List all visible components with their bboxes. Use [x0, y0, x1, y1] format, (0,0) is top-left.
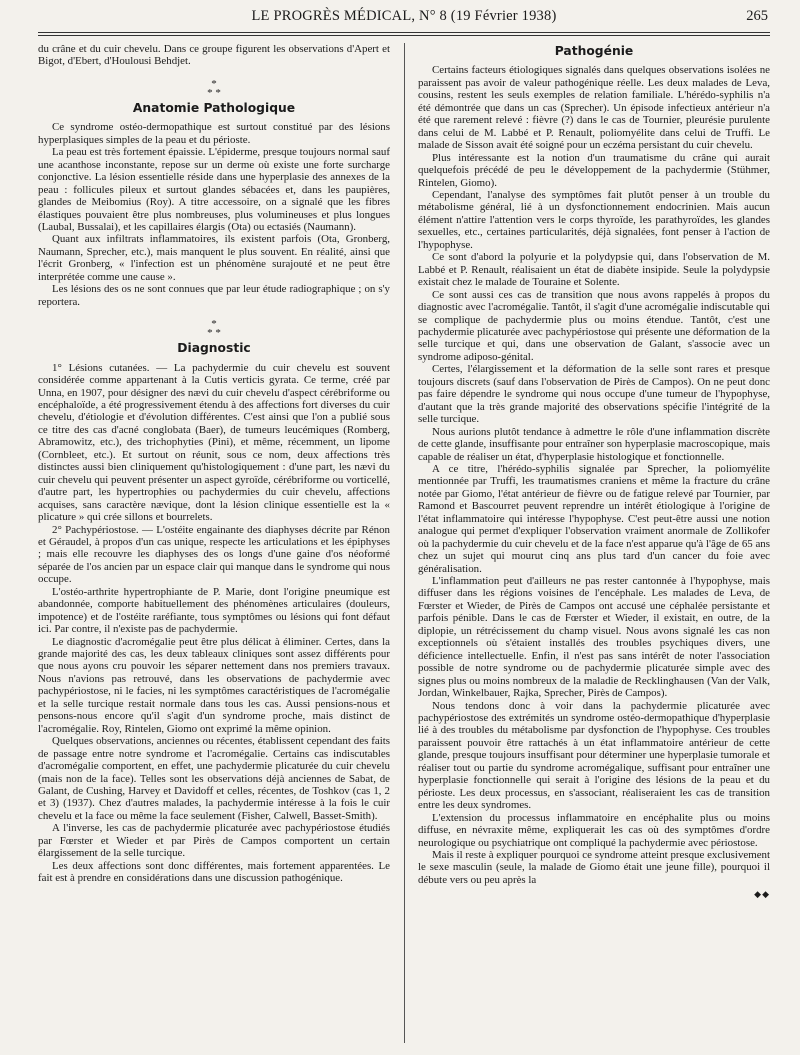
anatomie-paragraph-2: La peau est très fortement épaissie. L'épiderme, presque toujours normal sauf une acanthose inconstante, repose sur un derme où existe une forte surcharge conjonctive. La lésion essentielle réside dans une hyperplasie des annexes de la peau : follicules pileux et surtout glandes sébacées et, dans les paupières, glandes de Meibomius (Roy). A titre accessoire, on a signalé que les fibres élastiques pouvaient être plus nombreuses, plus volumineuses et plus longues (Laubal, Bussalai), et les capillaires élargis (Ota) ou ectasiés (Naumann).: [38, 146, 390, 233]
diagnostic-paragraph-7: Les deux affections sont donc différentes, mais fortement apparentées. Le fait est à prendre en considérations dans une discussion pathogénique.: [38, 859, 390, 885]
section-title-diagnostic: Diagnostic: [177, 341, 251, 356]
right-column: [418, 43, 770, 901]
pathogenie-paragraph-7: Nous aurions plutôt tendance à admettre le rôle d'une inflammation discrète de cette glande, insuffisante pour entraîner son hyperplasie macroscopique, mais capable de réaliser un état, d'hyperplasie histologique et fonctionnelle.: [418, 425, 770, 463]
continuation-mark: ◆◆: [754, 889, 770, 900]
section-title-anatomie: Anatomie Pathologique: [132, 100, 296, 115]
page-number: 265: [746, 8, 768, 24]
anatomie-paragraph-4: Les lésions des os ne sont connues que par leur étude radiographique ; on s'y reportera.: [38, 283, 390, 308]
diagnostic-paragraph-3: L'ostéo-arthrite hypertrophiante de P. Marie, dont l'origine pneumique est abandonnée, comporte habituellement des phénomènes articulaires (douleurs, impotence) et de l'ostéite raréfiante, tous symptômes ou lésions qui font défaut ici. Par contre, il n'existe pas de pachydermie.: [38, 585, 390, 636]
pathogenie-paragraph-11: L'extension du processus inflammatoire en encéphalite plus ou moins diffuse, en névraxite même, expliquerait les cas où des symptômes d'ordre neurologique ou psychiatrique ont compliqué la pachydermie avec périostose.: [418, 811, 770, 849]
left-column: [38, 43, 390, 885]
section-asterism: * * *: [207, 318, 221, 340]
pathogenie-paragraph-6: Certes, l'élargissement et la déformation de la selle sont rares et presque toujours discrets (sauf dans l'observation de Pirès de Campos). On ne peut donc pas faire dépendre le syndrome qui nous occupe d'une tumeur de l'hypophyse, d'autant que la très grande majorité des observations spécifie l'intégrité de la selle turcique.: [418, 363, 770, 426]
pathogenie-paragraph-8: A ce titre, l'hérédo-syphilis signalée par Sprecher, la poliomyélite mentionnée par Truffi, les traumatismes craniens et même la fracture du crâne notée par Giomo, l'état antérieur de fièvre ou de fatigue relevé par Tournier, par Ramond et Bascourret peuvent reprendre un intérêt étiologique à l'origine de l'état inflammatoire qui intéresse l'hypophyse. C'est peut-être aussi une notion analogue qui permet d'expliquer l'observation vraiment anormale de Zollikofer où la pachydermie du cuir chevelu et de la face n'est apparue qu'à l'âge de 65 ans chez un sujet qui mourut cinq ans plus tard d'un cancer du foie avec généralisation.: [418, 462, 770, 575]
column-divider: [404, 43, 405, 1043]
anatomie-paragraph-1: Ce syndrome ostéo-dermopathique est surtout constitué par des lésions hyperplasiques simples de la peau et du périoste.: [38, 121, 390, 146]
pathogenie-paragraph-10: Nous tendons donc à voir dans la pachydermie plicaturée avec pachypériostose des extrémités un syndrome ostéo-dermopathique d'hyperplasie lié à des troubles du métabolisme par dysfonction de l'hypophyse. Ces troubles paraissent pouvoir être rattachés à un état inflammatoire antérieur de cette glande, presque toujours insuffisant pour déterminer une hyperplasie tumorale et réaliser tout ou partie du syndrome acromégalique, suffisant pour entraîner une hyperplasie fonctionnelle qui serait à l'origine des lésions de la peau et du périoste. Les deux processus, en s'associant, réaliseraient les cas de transition entre les deux syndromes.: [418, 699, 770, 812]
diagnostic-paragraph-1: 1° Lésions cutanées. — La pachydermie du cuir chevelu est souvent considérée comme appartenant à la Cutis verticis gyrata. Ce terme, créé par Unna, en 1907, pour désigner des nævi du cuir chevelu d'aspect cérébriforme ou encéphaloïde, a été progressivement étendu à des affections fort diverses du cuir chevelu, d'étiologie et d'évolution différentes. C'est ainsi que l'on a publié sous ce titre des cas d'acné conglobata (Baer), de tumeurs leucémiques (Romberg, Abramowitz, etc.), des trichophyties (Pini), et même, récemment, un lipome (Cornbleet, etc.). Et surtout on réunit, sous ce nom, deux affections très distinctes aussi bien cliniquement qu'histologiquement : d'une part, les nævi du cuir chevelu qui peuvent présenter un aspect gyroïde, cérébriforme ou vorticellé, d'autre part, les hypertrophies ou pachydermies du cuir chevelu, affections acquises, sans caractère nævique, dont la lésion clinique essentielle est la « plicature » qui crée sillons et bourrelets.: [38, 361, 390, 524]
pathogenie-paragraph-5: Ce sont aussi ces cas de transition que nous avons rappelés à propos du diagnostic avec l'acromégalie. Tantôt, il s'agit d'une acromégalie indiscutable qui se complique de pachydermie plus ou moins étendue. Tantôt, c'est une pachydermie plicaturée avec pachypériostose qui présente une déformation de la selle turcique et qui, dans une observation de Galant, s'associe avec un syndrome adiposo-génital.: [418, 288, 770, 363]
pathogenie-paragraph-4: Ce sont d'abord la polyurie et la polydypsie qui, dans l'observation de M. Labbé et P. Renault, réalisaient un état de diabète insipide. Seule la polydypsie existait chez le malade de Touraine et Solente.: [418, 251, 770, 289]
header-rule-top: [38, 32, 770, 33]
diagnostic-paragraph-6: A l'inverse, les cas de pachydermie plicaturée avec pachypériostose étudiés par Fœrster et Wieder et par Pirès de Campos comportent un certain élargissement de la selle turcique.: [38, 822, 390, 860]
diagnostic-paragraph-4: Le diagnostic d'acromégalie peut être plus délicat à éliminer. Certes, dans la grande majorité des cas, les deux tableaux cliniques sont assez différents pour que nous ayons cru pouvoir les séparer nettement dans nos premiers travaux. Nous n'avions pas retrouvé, dans les observations de pachydermie avec pachypériostose, ni le facies, ni les symptômes caractéristiques de l'acromégalie et la selle turcique restait normale dans tous les cas. Aussi pensions-nous et pensons-nous encore qu'il s'agit d'un syndrome proche, mais distinct de l'acromégalie. Roy, Rintelen, Giomo ont exprimé la même opinion.: [38, 635, 390, 735]
section-title-pathogenie: Pathogénie: [554, 44, 634, 58]
anatomie-paragraph-3: Quant aux infiltrats inflammatoires, ils existent parfois (Ota, Gronberg, Naumann, Sprecher, etc.), mais manquent le plus souvent. En réalité, ainsi que l'écrit Gronberg, « l'infection est un phénomène surajouté et ne peut être interprétée comme une cause ».: [38, 233, 390, 283]
journal-title: LE PROGRÈS MÉDICAL, N° 8 (19 Février 1938): [251, 8, 557, 24]
header-rule-bottom: [38, 35, 770, 36]
section-asterism: * * *: [207, 77, 221, 99]
pathogenie-paragraph-1: Certains facteurs étiologiques signalés dans quelques observations isolées ne paraissent pas avoir de valeur pathogénique réelle. Les deux malades de Leva, cousins, restent les seuls exemples de relation familiale. L'hérédo-syphilis n'a été démontrée que dans un cas (Sprecher). Un épisode infectieux antérieur n'a été que rarement relevé : fièvre (?) dans le cas de Tournier, pleurésie purulente dans celui de M. Labbé et P. Renault, poliomyélite dans celui de Truffi. Le malade de Sisson avait été soigné pour un eczéma persistant du cuir chevelu.: [418, 64, 770, 152]
pathogenie-paragraph-2: Plus intéressante est la notion d'un traumatisme du crâne qui aurait quelquefois précédé de peu le développement de la pachydermie (Stühmer, Rintelen, Giomo).: [418, 151, 770, 189]
pathogenie-paragraph-3: Cependant, l'analyse des symptômes fait plutôt penser à un trouble du métabolisme général, lié à un dysfonctionnement endocrinien. Mais aucun élément n'attire l'attention vers le corps thyroïde, les parathyroïdes, les glandes sexuelles, etc., certaines particularités, déjà signalées, font penser à l'action de l'hypophyse.: [418, 188, 770, 251]
pathogenie-paragraph-12: Mais il reste à expliquer pourquoi ce syndrome atteint presque exclusivement le sexe masculin (seule, la malade de Giomo était une jeune fille), pourquoi il débute vers ou peu après la: [418, 849, 770, 886]
running-header: [40, 8, 768, 28]
diagnostic-paragraph-2: 2° Pachypériostose. — L'ostéite engainante des diaphyses décrite par Rénon et Géraudel, à propos d'un cas unique, respecte les articulations et les épiphyses ; mais elle recouvre les diaphyses des os longs d'une gaine d'os néoformé séparée de l'os ancien par un espace clair qui manque dans le syndrome qui nous occupe.: [38, 523, 390, 586]
diagnostic-paragraph-5: Quelques observations, anciennes ou récentes, établissent cependant des faits de passage entre notre syndrome et l'acromégalie. Certains cas indiscutables d'acromégalie comportent, en effet, une pachydermie plicaturée du cuir chevelu (mais non de la face). Telles sont les observations déjà anciennes de Sabat, de Galant, de Cushing, Harvey et Davidoff et celles, récentes, de Toshkov (cas 1, 2 et 3) (1937). Chez d'autres malades, la pachydermie intéresse à la fois le cuir chevelu et la face ou même la face seulement (Fisher, Calwell, Basset-Smith).: [38, 735, 390, 822]
pathogenie-paragraph-9: L'inflammation peut d'ailleurs ne pas rester cantonnée à l'hypophyse, mais diffuser dans les régions voisines de l'encéphale. Les malades de Leva, de Fœrster et Wieder, de Pirès de Campos ont accusé une céphalée persistante et parfois pénible. Dans le cas de Fœrster et Wieder, il existait, en outre, de la diplopie, un rétrécissement du champ visuel. Nous avons signalé les cas non exceptionnels où s'étaient installés des troubles psychiques divers, une déficience intellectuelle. Enfin, il n'est pas sans intérêt de noter l'association possible de notre syndrome ou de pachydermie plicaturée simple avec des signes plus ou moins nombreux de la maladie de Recklinghausen (Van der Valk, Jordan, Winkelbauer, Rajka, Sprecher, Pirès de Campos).: [418, 575, 770, 700]
intro-paragraph: du crâne et du cuir chevelu. Dans ce groupe figurent les observations d'Apert et Bigot, d'Ebert, d'Houlousi Behdjet.: [38, 43, 390, 68]
